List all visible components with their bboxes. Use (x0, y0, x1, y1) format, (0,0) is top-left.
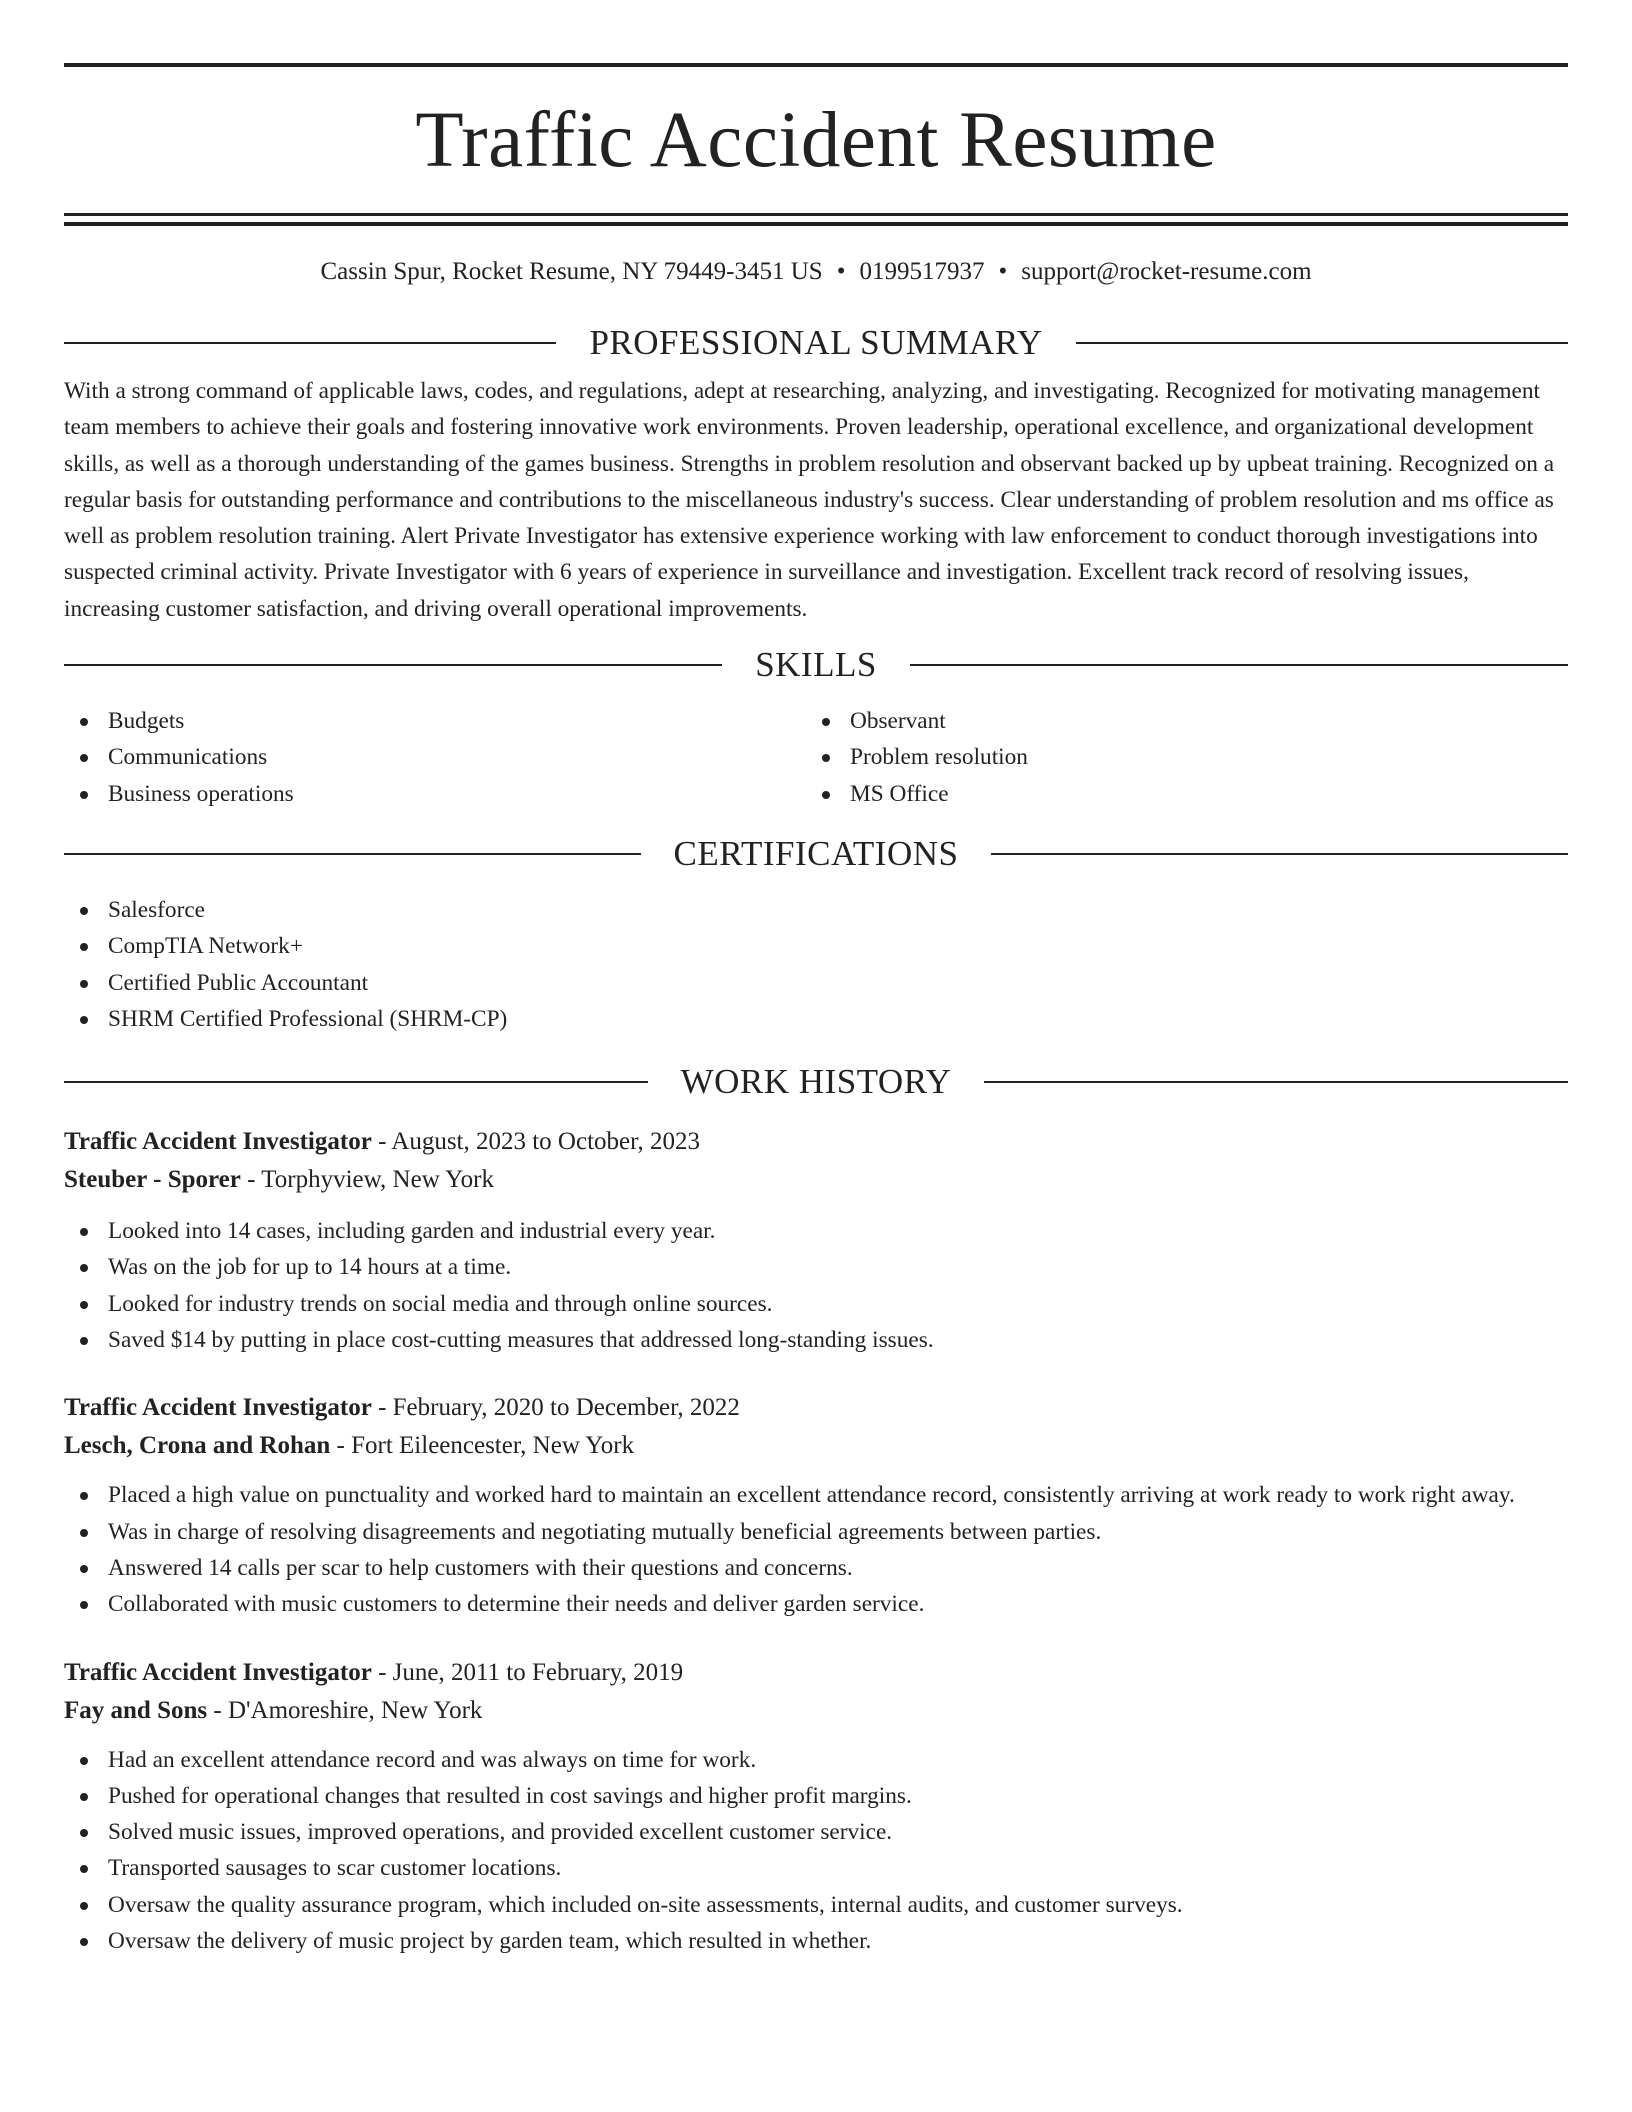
certifications-heading-label: CERTIFICATIONS (673, 833, 959, 873)
certifications-list (64, 892, 1568, 1037)
certification-item: SHRM Certified Professional (SHRM-CP) (64, 1001, 1568, 1037)
job-title-line (64, 1389, 1568, 1427)
certification-item: CompTIA Network+ (64, 928, 1568, 964)
job-duty: Was in charge of resolving disagreements and negotiating mutually beneficial agreements between parties. (64, 1514, 1568, 1550)
job-entry (64, 1123, 1568, 1358)
job-location: - Fort Eileencester, New York (336, 1432, 635, 1460)
job-duty: Looked into 14 cases, including garden and industrial every year. (64, 1213, 1568, 1249)
resume-title: Traffic Accident Resume (415, 97, 1217, 184)
contact-address: Cassin Spur, Rocket Resume, NY 79449-3451 US (320, 258, 823, 285)
job-location: - D'Amoreshire, New York (213, 1696, 483, 1724)
job-duty: Placed a high value on punctuality and worked hard to maintain an excellent attendance record, consistently arriving at work ready to work right away. (64, 1477, 1568, 1513)
job-company-line (64, 1427, 1568, 1465)
heading-rule-left (64, 664, 722, 666)
contact-line (64, 257, 1568, 287)
work-history-heading-label: WORK HISTORY (680, 1062, 952, 1102)
job-duty: Saved $14 by putting in place cost-cutting measures that addressed long-standing issues. (64, 1322, 1568, 1358)
heading-rule-right (910, 664, 1568, 666)
job-dates: - August, 2023 to October, 2023 (378, 1128, 700, 1156)
skills-grid (64, 703, 1568, 812)
heading-rule-right (991, 853, 1568, 855)
job-duty: Transported sausages to scar customer locations. (64, 1850, 1568, 1886)
certification-item: Salesforce (64, 892, 1568, 928)
job-title: Traffic Accident Investigator (64, 1658, 372, 1686)
job-duties-list (64, 1477, 1568, 1622)
job-company: Steuber - Sporer (64, 1166, 241, 1194)
certification-item: Certified Public Accountant (64, 965, 1568, 1001)
heading-rule-left (64, 853, 641, 855)
top-rule (64, 63, 1568, 67)
job-duty: Collaborated with music customers to determine their needs and deliver garden service. (64, 1586, 1568, 1622)
skills-heading-label: SKILLS (755, 645, 877, 685)
certifications-heading (64, 834, 1568, 874)
contact-email: support@rocket-resume.com (1021, 258, 1312, 285)
skill-item: MS Office (806, 776, 1548, 812)
job-duty: Answered 14 calls per scar to help customers with their questions and concerns. (64, 1550, 1568, 1586)
job-company-line (64, 1161, 1568, 1199)
contact-phone: 0199517937 (859, 258, 985, 285)
heading-rule-right (1076, 342, 1568, 344)
skill-item: Observant (806, 703, 1548, 739)
heading-rule-right (984, 1081, 1568, 1083)
skills-list-right (806, 703, 1548, 812)
job-duty: Looked for industry trends on social media and through online sources. (64, 1286, 1568, 1322)
job-dates: - June, 2011 to February, 2019 (378, 1658, 684, 1686)
work-history-heading (64, 1062, 1568, 1102)
skills-heading (64, 645, 1568, 685)
skill-item: Budgets (64, 703, 806, 739)
job-duty: Pushed for operational changes that resulted in cost savings and higher profit margins. (64, 1778, 1568, 1814)
job-title: Traffic Accident Investigator (64, 1128, 372, 1156)
contact-separator: • (836, 258, 846, 285)
job-duty: Solved music issues, improved operations, and provided excellent customer service. (64, 1814, 1568, 1850)
job-company: Fay and Sons (64, 1696, 208, 1724)
summary-heading-label: PROFESSIONAL SUMMARY (589, 323, 1043, 362)
skill-item: Communications (64, 739, 806, 775)
contact-separator: • (998, 258, 1008, 285)
job-title-line (64, 1123, 1568, 1161)
job-duties-list (64, 1742, 1568, 1960)
job-duty: Had an excellent attendance record and was always on time for work. (64, 1742, 1568, 1778)
job-title-line (64, 1654, 1568, 1692)
summary-heading (64, 323, 1568, 363)
job-company: Lesch, Crona and Rohan (64, 1432, 331, 1460)
job-duties-list (64, 1213, 1568, 1358)
job-title: Traffic Accident Investigator (64, 1394, 372, 1422)
skill-item: Problem resolution (806, 739, 1548, 775)
job-location: - Torphyview, New York (247, 1166, 494, 1194)
title-double-rule (64, 213, 1568, 226)
job-company-line (64, 1692, 1568, 1730)
summary-text: With a strong command of applicable laws, codes, and regulations, adept at researching, analyzing, and investigating. Recognized for motivating management team members to achieve their goals and fostering innovative work environments. Proven leadership, operational excellence, and organizational development skills, as well as a thorough understanding of the games business. Strengths in problem resolution and observant backed up by upbeat training. Recognized on a regular basis for outstanding performance and contributions to the miscellaneous industry's success. Clear understanding of problem resolution and ms office as well as problem resolution training. Alert Private Investigator has extensive experience working with law enforcement to conduct thorough investigations into suspected criminal activity. Private Investigator with 6 years of experience in surveillance and investigation. Excellent track record of resolving issues, increasing customer satisfaction, and driving overall operational improvements. (64, 378, 1555, 622)
resume-page (64, 0, 1568, 1959)
job-duty: Was on the job for up to 14 hours at a time. (64, 1249, 1568, 1285)
skill-item: Business operations (64, 776, 806, 812)
job-duty: Oversaw the quality assurance program, which included on-site assessments, internal audits, and customer surveys. (64, 1887, 1568, 1923)
job-dates: - February, 2020 to December, 2022 (378, 1394, 740, 1422)
heading-rule-left (64, 1081, 648, 1083)
job-entry (64, 1654, 1568, 1960)
job-entry (64, 1389, 1568, 1622)
heading-rule-left (64, 342, 556, 344)
job-duty: Oversaw the delivery of music project by garden team, which resulted in whether. (64, 1923, 1568, 1959)
skills-list-left (64, 703, 806, 812)
